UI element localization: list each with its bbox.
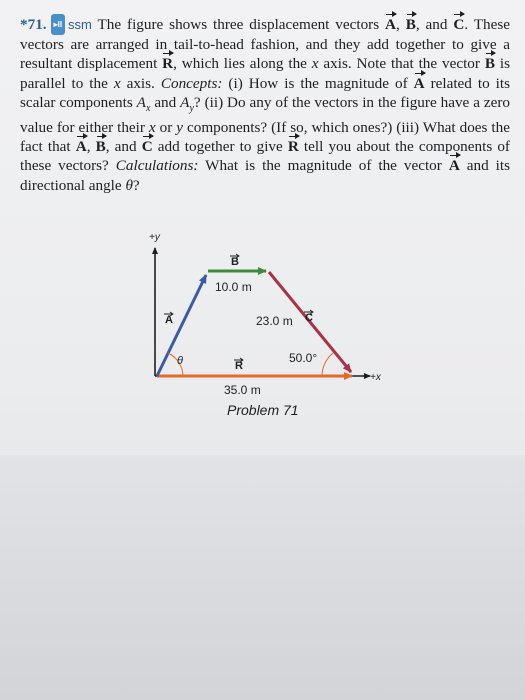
text-segment: (i) How is the magnitude of [222, 74, 414, 92]
vector-A: A [413, 74, 425, 92]
subscript-y: y [189, 102, 194, 114]
component-Ay: A [180, 93, 190, 111]
text-segment: , and [415, 16, 454, 33]
ssm-label: ssm [68, 17, 92, 32]
vector-C-length: 23.0 m [256, 314, 293, 328]
text-segment: tell you about the components of these vectors? [20, 138, 510, 175]
vector-A: A [448, 157, 460, 175]
axis-x: x [311, 55, 319, 73]
text-segment: , and [105, 138, 142, 156]
vector-A: A [385, 16, 396, 33]
text-segment: is parallel to the [20, 55, 510, 92]
angle-50-label: 50.0° [289, 351, 318, 365]
concepts-heading: Concepts: [160, 74, 223, 92]
vector-R: R [287, 138, 299, 156]
text-segment: axis. [120, 74, 161, 92]
y-axis-label: +y [149, 232, 160, 243]
vector-A: A [75, 138, 87, 156]
figure-caption: Problem 71 [227, 402, 299, 418]
text-segment: or [155, 119, 177, 137]
vector-R-length: 35.0 m [224, 383, 261, 397]
vector-B-label: B [231, 256, 239, 268]
text-segment: axis. Note that the vector [318, 55, 485, 73]
text-segment: and its directional angle [20, 157, 511, 194]
theta-label: θ [177, 355, 183, 367]
text-segment: . These vectors are arranged in tail-to-head fashion, and they add together to give a resultant displacement [20, 16, 510, 73]
text-segment: components? (If so, which ones?) (iii) What does the fact that [20, 119, 510, 156]
video-badge-icon: ▸II [51, 14, 65, 35]
text-segment: related to its scalar components [20, 74, 511, 111]
axis-x: x [113, 74, 121, 92]
text-segment: add together to give [152, 138, 288, 156]
vector-R: R [162, 55, 174, 73]
text-segment: , [396, 16, 406, 33]
vector-R-label: R [235, 360, 243, 372]
text-segment: and [150, 93, 181, 111]
vector-A-label: A [165, 314, 173, 326]
vector-C-label: C [305, 312, 313, 324]
angle-theta: θ [125, 176, 133, 194]
vector-C: C [453, 16, 465, 33]
text-segment: , [86, 138, 96, 156]
axis-y: y [176, 119, 184, 137]
text-segment: What is the magnitude of the vector [198, 157, 449, 175]
axis-x: x [148, 119, 156, 137]
calculations-heading: Calculations: [115, 157, 199, 175]
problem-number: 71. [27, 16, 47, 33]
problem-star: * [20, 16, 28, 33]
text-segment: , which lies along the [173, 55, 312, 73]
text-segment: ? [132, 176, 140, 194]
vector-B: B [95, 138, 106, 156]
vector-B-length: 10.0 m [215, 280, 252, 294]
x-axis-label: +x [370, 372, 381, 383]
component-Ax: A [136, 93, 146, 111]
subscript-x: x [145, 102, 151, 114]
vector-C: C [141, 138, 153, 156]
text-segment: The figure shows three displacement vectors [91, 16, 386, 33]
vector-B: B [405, 16, 416, 33]
vector-B: B [484, 55, 495, 73]
text-segment: ? (ii) Do any of the vectors in the figure have a zero value for either their [20, 93, 510, 137]
angle-50-arc [322, 353, 333, 376]
